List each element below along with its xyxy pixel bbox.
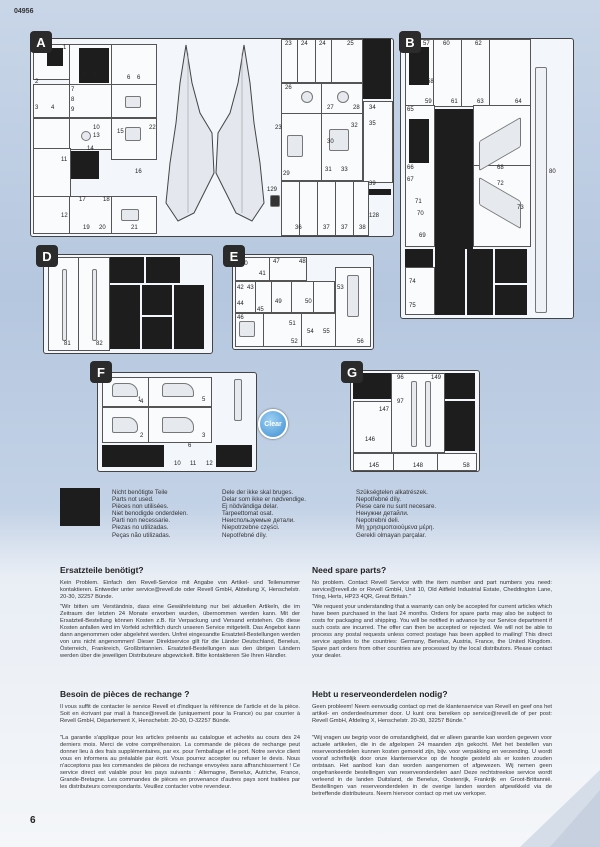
part-number: 72 (497, 181, 504, 187)
part-number: 5 (83, 73, 87, 79)
part-number: 8 (71, 97, 75, 103)
part-number: 33 (341, 167, 348, 173)
part-number: 13 (93, 133, 100, 139)
part-number: 75 (409, 303, 416, 309)
part-number: 18 (103, 197, 110, 203)
legend-text: Nepotrebni deli. (356, 517, 400, 525)
legend-text: Dele der ikke skal bruges. (222, 489, 294, 496)
part-number: 28 (353, 105, 360, 111)
paragraph-fr-2: "La garantie s'applique pour les articles présents au catalogue et achetés au cours des 24 derniers mois. Merci de votre compréhension. La commande de pièces de rechange peut donner lieu à des frais supplémentaires, par ex. pour l'emballage et le port. Notre service client vous en informera au préalable par écrit. Vous pourrez accepter ou refuser le devis. Nous n'acceptons pas les commandes de pièces de rechange envoyées sans affranchissement ! Ce service direct est valable pour les pays suivants : Allemagne, Benelux, Autriche, France, Grande-Bretagne. Les commandes de pièces en provenance d'autres pays sont traitées par les distributeurs correspondants. Veuillez contacter votre revendeur. (60, 735, 300, 790)
legend-text: Неиспользуемые детали. (222, 517, 295, 525)
part-number: 16 (135, 169, 142, 175)
part-number: 27 (327, 105, 334, 111)
part-number: 56 (357, 339, 364, 345)
paragraph-en-2: "We request your understanding that a warranty can only be accepted for current articles which have been purchased in the last 24 months. Orders for spare parts may also be subject to costs for packaging and shipping. You will be notified in advance by our Service department if such costs are incurred. The offer can then be accepted or rejected. We will not be able to process any postal requests unless correct postage has been applied to mailing! This direct service applies to the countries: Germany, Benelux, Austria, France, the United Kingdom. Spare part orders from other countries are processed by the local distributors. Please contact your dealer. (312, 604, 552, 659)
part-number: 21 (131, 225, 138, 231)
part-number: 10 (93, 125, 100, 131)
part-number: 63 (477, 99, 484, 105)
part-number: 51 (289, 321, 296, 327)
part-number: 1 (63, 45, 67, 51)
part-number: 9 (71, 107, 75, 113)
part-number: 73 (517, 205, 524, 211)
sprue-frame-e (229, 248, 374, 350)
heading-de: Ersatzteile benötigt? (60, 565, 144, 575)
heading-en: Need spare parts? (312, 565, 387, 575)
legend-text: Nepotřebné díly. (222, 531, 267, 539)
part-number: 54 (307, 329, 314, 335)
part-number: 46 (237, 315, 244, 321)
legend-text: Parts not used. (112, 496, 154, 504)
part-number: 1 (138, 397, 142, 403)
corner-decoration (480, 770, 600, 847)
legend-text: Szükségtelen alkatrészek. (356, 489, 428, 496)
paragraph-en-1: No problem. Contact Revell Service with the item number and part numbers you need: service@revell.de or Revell GmbH, Unit 10, Old Aitfield Industrial Estate, Cheddington Lane, Tring, Herts, HP23 4QR, Great Britain." (312, 580, 552, 600)
part-number: 66 (407, 165, 414, 171)
part-number: 57 (423, 41, 430, 47)
part-number: 5 (202, 397, 206, 403)
legend-text: Niepotrzebne części. (222, 524, 280, 532)
part-number: 4 (51, 105, 55, 111)
sprue-label-e: E (223, 245, 245, 267)
part-number: 53 (337, 285, 344, 291)
sprue-label-a: A (30, 31, 52, 53)
sprue-label-b: B (399, 31, 421, 53)
part-number: 24 (301, 41, 308, 47)
legend-text: Gerekli olmayan parçalar. (356, 531, 427, 539)
legend-text: Delar som ikke er nødvendige. (222, 496, 306, 504)
sprue-frame-f (97, 364, 257, 472)
part-number: 58 (463, 463, 470, 469)
part-number: 81 (64, 341, 71, 347)
part-number: 11 (190, 461, 197, 467)
part-number: 19 (83, 225, 90, 231)
sprue-frame-b (400, 34, 574, 319)
clear-badge: Clear (258, 409, 288, 439)
part-number: 23 (275, 125, 282, 131)
part-number: 96 (397, 375, 404, 381)
part-number: 39 (369, 181, 376, 187)
part-number: 41 (259, 271, 266, 277)
part-number: 38 (359, 225, 366, 231)
part-number: 4 (140, 399, 144, 405)
part-number: 32 (351, 123, 358, 129)
part-number: 97 (397, 399, 404, 405)
paragraph-nl-2: "Wij vragen uw begrip voor de omstandigheid, dat er alleen garantie kan worden gegeven voor actuele artikelen, die in de afgelopen 24 maanden zijn gekocht. Met het bestellen van reserveonderdelen kunnen kosten gemoeid zijn, bijv. voor verpakking en verzending. U wordt vooraf schriftelijk door onze klantenservice op de hoogte gesteld als er kosten zouden ontstaan. Het aanbod kan dan worden aangenomen of afgewezen. Wij nemen geen ongefrankeerde bestellingen van reserveonderdelen aan! Deze rechtstreekse service wordt verleend in de landen Duitsland, de Benelux, Oostenrijk, Frankrijk en Groot-Brittannië. Bestellingen van reserveonderdelen in de overige landen worden afgewikkeld via de betreffende distributeurs. Neem hiervoor contact op met uw verkoper. (312, 735, 552, 797)
part-number: 11 (61, 157, 68, 163)
part-number: 37 (323, 225, 330, 231)
part-number: 145 (369, 463, 380, 469)
legend-column-2 (222, 489, 306, 539)
part-number: 45 (257, 307, 264, 313)
sprue-frame-a (30, 34, 394, 237)
part-number: 3 (202, 433, 206, 439)
sprue-frame-d (42, 248, 213, 354)
part-number: 14 (87, 146, 94, 152)
part-number: 2 (35, 79, 39, 85)
part-number: 12 (61, 213, 68, 219)
part-number: 44 (237, 301, 244, 307)
legend-text: Μη χρησιμοποιούμενα μέρη. (356, 524, 435, 532)
document-id: 04956 (14, 8, 34, 15)
part-number: 36 (295, 225, 302, 231)
part-number: 59 (425, 99, 432, 105)
part-number: 35 (369, 121, 376, 127)
part-number: 37 (341, 225, 348, 231)
part-number: 7 (71, 87, 75, 93)
part-number: 20 (99, 225, 106, 231)
sprue-frame-g (346, 364, 480, 472)
paragraph-nl-1: Geen probleem! Neem eenvoudig contact op met de klantenservice van Revell en geef ons het artikel- en onderdeelnummer door. U kunt ons bereiken op service@revell.de of per post: Revell GmbH, Afdeling X, Henschelstr. 20-30, 32257 Bünde." (312, 704, 552, 724)
part-number: 146 (365, 437, 376, 443)
part-number: 34 (369, 105, 376, 111)
part-number: 29 (283, 171, 290, 177)
part-number: 62 (475, 41, 482, 47)
part-number: 65 (407, 107, 414, 113)
part-number: 42 (237, 285, 244, 291)
part-number: 129 (267, 187, 278, 193)
part-number: 40 (241, 261, 248, 267)
part-number: 61 (451, 99, 458, 105)
part-number: 6 (188, 443, 192, 449)
part-number: 23 (285, 41, 292, 47)
part-number: 64 (515, 99, 522, 105)
sprue-label-d: D (36, 245, 58, 267)
part-number: 71 (415, 199, 422, 205)
legend-text: Tarpeettomat osat. (222, 510, 274, 518)
unused-parts-swatch (60, 488, 100, 526)
fuselage-halves-drawing (156, 43, 276, 229)
part-number: 24 (319, 41, 326, 47)
part-number: 52 (291, 339, 298, 345)
heading-nl: Hebt u reserveonderdelen nodig? (312, 689, 448, 699)
page-number: 6 (30, 815, 36, 826)
part-number: 80 (549, 169, 556, 175)
part-number: 5 (93, 73, 97, 79)
part-number: 30 (327, 139, 334, 145)
part-number: 2 (140, 433, 144, 439)
legend-text: Ej nödvändiga delar. (222, 503, 279, 511)
part-number: 50 (305, 299, 312, 305)
part-number: 6 (127, 75, 131, 81)
part-number: 22 (149, 125, 156, 131)
legend-column-1 (112, 489, 188, 539)
legend-text: Pièces non utilisées. (112, 503, 169, 511)
legend-text: Piezas no utilizadas. (112, 524, 169, 532)
part-number: 15 (117, 129, 124, 135)
paragraph-de-2: "Wir bitten um Verständnis, dass eine Gewährleistung nur bei aktuellen Artikeln, die im Zeitraum der letzten 24 Monate erworben wurden, übernommen werden kann. Mit der Ersatzteil-Bestellung können Kosten z.B. für Verpackung und Versand entstehen. Ob diese Kosten anfallen wird im Vorfeld schriftlich durch unseren Service mitgeteilt. Das Angebot kann dann angenommen oder abgelehnt werden. Unfrei eingesandte Ersatzteil-Bestellungen werden von uns nicht angenommen! Dieser Direktservice gilt für die Länder Deutschland, Benelux, Österreich, Frankreich, Großbritannien. Ersatzteil-Bestellungen aus den übrigen Ländern werden über die jeweiligen Distributeure abgewickelt. Bitte kontaktieren Sie Ihren Händler. (60, 604, 300, 659)
legend-text: Piese care nu sunt necesare. (356, 503, 437, 511)
part-number: 149 (431, 375, 442, 381)
part-number: 12 (206, 461, 213, 467)
legend-text: Ненужни детайли. (356, 510, 409, 518)
paragraph-fr-1: Il vous suffit de contacter le service Revell et d'indiquer la référence de l'article et de la pièce. Soit en écrivant par mail à france@revell.de (uniquement pour la France) ou par courrier à Revell GmbH, Département X, Henschelstr. 20-30, D-32257 Bünde. (60, 704, 300, 724)
legend-text: Peças não utilizadas. (112, 531, 171, 539)
part-number: 70 (417, 211, 424, 217)
part-number: 60 (443, 41, 450, 47)
legend-text: Nicht benötigte Teile (112, 489, 168, 496)
heading-fr: Besoin de pièces de rechange ? (60, 689, 190, 699)
sprue-label-g: G (341, 361, 363, 383)
part-number: 3 (35, 105, 39, 111)
part-number: 74 (409, 279, 416, 285)
part-number: 26 (285, 85, 292, 91)
part-number: 82 (96, 341, 103, 347)
part-number: 6 (137, 75, 141, 81)
part-number: 48 (299, 259, 306, 265)
part-number: 147 (379, 407, 390, 413)
part-number: 55 (323, 329, 330, 335)
part-number: 10 (174, 461, 181, 467)
legend-text: Parti non necessarie. (112, 517, 171, 525)
paragraph-de-1: Kein Problem. Einfach den Revell-Service mit Angabe von Artikel- und Teilenummer kontaktieren. Entweder unter service@revell.de oder Revell GmbH, Abteilung X, Henschelstr. 20-30, 32257 Bünde. (60, 580, 300, 600)
part-number: 69 (419, 233, 426, 239)
legend-text: Niet benodigde onderdelen. (112, 510, 189, 518)
part-number: 49 (275, 299, 282, 305)
sprue-label-f: F (90, 361, 112, 383)
part-number: 58 (427, 79, 434, 85)
part-number: 25 (347, 41, 354, 47)
part-number: 47 (273, 259, 280, 265)
legend-column-3 (356, 489, 436, 539)
part-number: 128 (369, 213, 380, 219)
part-number: 148 (413, 463, 424, 469)
part-number: 31 (325, 167, 332, 173)
part-number: 43 (247, 285, 254, 291)
part-number: 17 (79, 197, 86, 203)
part-number: 68 (497, 165, 504, 171)
part-number: 67 (407, 177, 414, 183)
legend-text: Nepotřebné díly. (356, 496, 401, 504)
